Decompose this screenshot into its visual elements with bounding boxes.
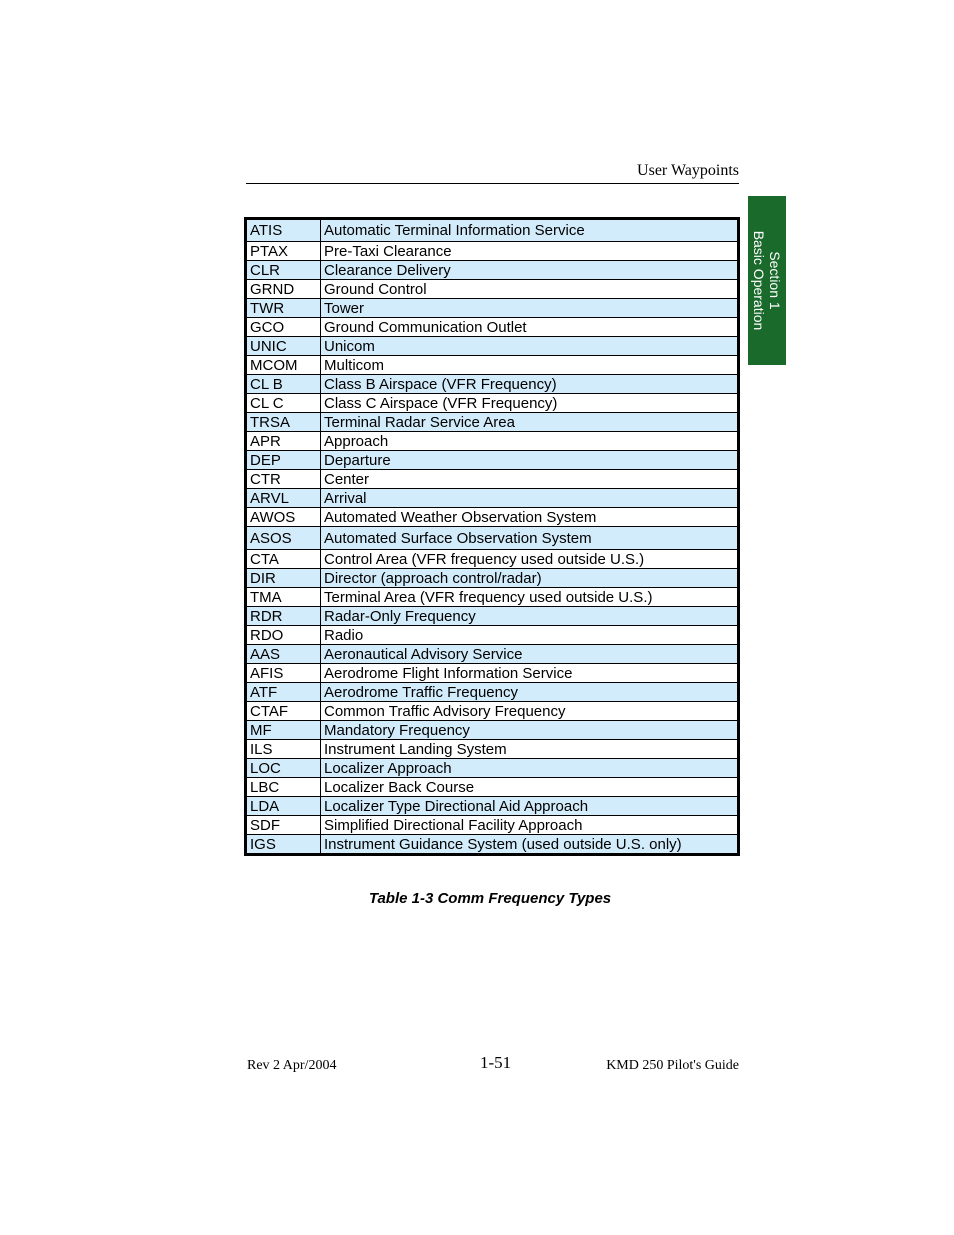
frequency-description-cell: Unicom: [321, 337, 739, 356]
table-row: [246, 778, 739, 797]
frequency-description-cell: Mandatory Frequency: [321, 721, 739, 740]
frequency-code-cell: UNIC: [246, 337, 321, 356]
table-row: [246, 432, 739, 451]
table-row: [246, 702, 739, 721]
frequency-description-cell: Radio: [321, 626, 739, 645]
frequency-description-cell: Approach: [321, 432, 739, 451]
table-caption: Table 1-3 Comm Frequency Types: [368, 890, 612, 907]
frequency-code-cell: CL B: [246, 375, 321, 394]
frequency-code-cell: GCO: [246, 318, 321, 337]
frequency-code-cell: AFIS: [246, 664, 321, 683]
frequency-description-cell: Class C Airspace (VFR Frequency): [321, 394, 739, 413]
frequency-code-cell: LDA: [246, 797, 321, 816]
frequency-description-cell: Localizer Back Course: [321, 778, 739, 797]
table-row: [246, 508, 739, 527]
frequency-description-cell: Instrument Guidance System (used outside U.S. only): [321, 835, 739, 855]
table-row: [246, 721, 739, 740]
table-row: [246, 470, 739, 489]
frequency-description-cell: Ground Control: [321, 280, 739, 299]
frequency-description-cell: Automatic Terminal Information Service: [321, 219, 739, 242]
frequency-code-cell: CL C: [246, 394, 321, 413]
table-row: [246, 550, 739, 569]
frequency-description-cell: Control Area (VFR frequency used outside U.S.): [321, 550, 739, 569]
frequency-code-cell: LOC: [246, 759, 321, 778]
header-rule: [246, 183, 739, 184]
section-side-tab: [748, 196, 786, 365]
frequency-description-cell: Tower: [321, 299, 739, 318]
frequency-code-cell: ASOS: [246, 527, 321, 550]
frequency-description-cell: Clearance Delivery: [321, 261, 739, 280]
frequency-code-cell: ILS: [246, 740, 321, 759]
frequency-code-cell: MCOM: [246, 356, 321, 375]
table-row: [246, 607, 739, 626]
frequency-description-cell: Common Traffic Advisory Frequency: [321, 702, 739, 721]
frequency-code-cell: TWR: [246, 299, 321, 318]
frequency-code-cell: ARVL: [246, 489, 321, 508]
page-number: 1-51: [480, 1053, 512, 1072]
frequency-code-cell: APR: [246, 432, 321, 451]
table-row: [246, 356, 739, 375]
table-row: [246, 242, 739, 261]
frequency-description-cell: Multicom: [321, 356, 739, 375]
frequency-code-cell: LBC: [246, 778, 321, 797]
frequency-code-cell: RDR: [246, 607, 321, 626]
table-row: [246, 835, 739, 855]
table-row: [246, 451, 739, 470]
table-row: [246, 759, 739, 778]
frequency-code-cell: SDF: [246, 816, 321, 835]
frequency-code-cell: ATF: [246, 683, 321, 702]
frequency-code-cell: DEP: [246, 451, 321, 470]
frequency-code-cell: RDO: [246, 626, 321, 645]
frequency-code-cell: IGS: [246, 835, 321, 855]
side-tab-subtitle: Basic Operation: [751, 230, 767, 331]
table-row: [246, 337, 739, 356]
table-row: [246, 413, 739, 432]
page-header-title: User Waypoints: [637, 162, 739, 179]
table-row: [246, 797, 739, 816]
frequency-code-cell: AWOS: [246, 508, 321, 527]
frequency-description-cell: Simplified Directional Facility Approach: [321, 816, 739, 835]
frequency-description-cell: Aeronautical Advisory Service: [321, 645, 739, 664]
frequency-description-cell: Automated Weather Observation System: [321, 508, 739, 527]
frequency-description-cell: Center: [321, 470, 739, 489]
table-row: [246, 394, 739, 413]
table-row: [246, 740, 739, 759]
frequency-description-cell: Aerodrome Flight Information Service: [321, 664, 739, 683]
footer-guide-title: KMD 250 Pilot's Guide: [606, 1058, 739, 1073]
table-row: [246, 219, 739, 242]
table-row: [246, 489, 739, 508]
frequency-description-cell: Radar-Only Frequency: [321, 607, 739, 626]
table-row: [246, 527, 739, 550]
table-row: [246, 375, 739, 394]
frequency-description-cell: Aerodrome Traffic Frequency: [321, 683, 739, 702]
frequency-description-cell: Automated Surface Observation System: [321, 527, 739, 550]
frequency-code-cell: CTR: [246, 470, 321, 489]
frequency-description-cell: Instrument Landing System: [321, 740, 739, 759]
table-row: [246, 299, 739, 318]
frequency-description-cell: Departure: [321, 451, 739, 470]
frequency-description-cell: Pre-Taxi Clearance: [321, 242, 739, 261]
frequency-description-cell: Terminal Radar Service Area: [321, 413, 739, 432]
frequency-code-cell: TMA: [246, 588, 321, 607]
frequency-description-cell: Ground Communication Outlet: [321, 318, 739, 337]
frequency-code-cell: GRND: [246, 280, 321, 299]
frequency-code-cell: PTAX: [246, 242, 321, 261]
table-row: [246, 626, 739, 645]
side-tab-section: Section 1: [767, 251, 783, 310]
table-row: [246, 318, 739, 337]
table-row: [246, 645, 739, 664]
table-row: [246, 816, 739, 835]
frequency-description-cell: Localizer Approach: [321, 759, 739, 778]
frequency-code-cell: MF: [246, 721, 321, 740]
table-row: [246, 683, 739, 702]
frequency-code-cell: CLR: [246, 261, 321, 280]
frequency-code-cell: ATIS: [246, 219, 321, 242]
table-row: [246, 261, 739, 280]
frequency-description-cell: Class B Airspace (VFR Frequency): [321, 375, 739, 394]
frequency-description-cell: Localizer Type Directional Aid Approach: [321, 797, 739, 816]
frequency-description-cell: Director (approach control/radar): [321, 569, 739, 588]
frequency-code-cell: AAS: [246, 645, 321, 664]
table-row: [246, 569, 739, 588]
frequency-description-cell: Terminal Area (VFR frequency used outside U.S.): [321, 588, 739, 607]
table-row: [246, 588, 739, 607]
frequency-description-cell: Arrival: [321, 489, 739, 508]
comm-frequency-table: [244, 217, 740, 856]
table-row: [246, 280, 739, 299]
footer-revision: Rev 2 Apr/2004: [247, 1058, 337, 1073]
frequency-code-cell: TRSA: [246, 413, 321, 432]
table-row: [246, 664, 739, 683]
frequency-code-cell: CTAF: [246, 702, 321, 721]
frequency-code-cell: DIR: [246, 569, 321, 588]
frequency-code-cell: CTA: [246, 550, 321, 569]
side-tab-text: [748, 196, 786, 365]
